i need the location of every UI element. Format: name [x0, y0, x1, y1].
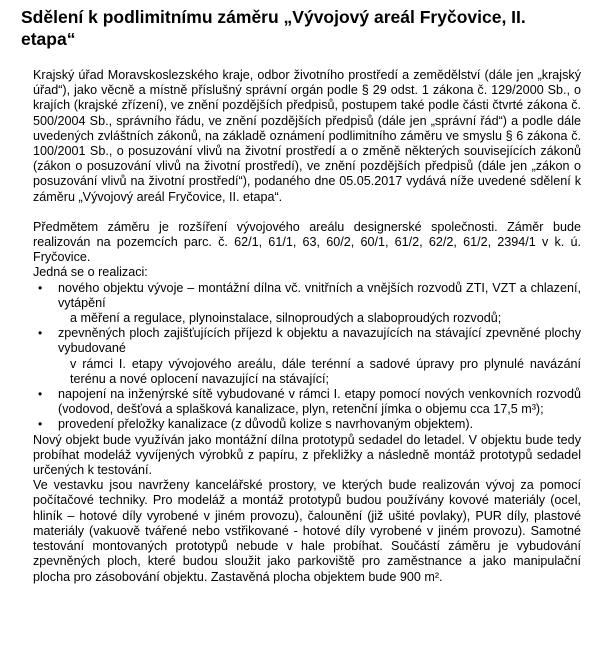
list-item: [33, 417, 581, 432]
realization-intro: Jedná se o realizaci:: [33, 265, 148, 280]
bullet-icon: •: [38, 280, 43, 295]
bullet-icon: •: [38, 387, 43, 402]
list-item: [33, 387, 581, 417]
list-item-text: napojení na inženýrské sítě vybudované v rámci I. etapy pomocí nových venkovních rozvodů (vodovod, dešťová a splašková kanalizace, plyn, retenční jímka o objemu cca 17,5 m³);: [58, 387, 581, 417]
subject-paragraph: Předmětem záměru je rozšíření vývojového areálu designerské společnosti. Záměr bude realizován na pozemcích parc. č. 62/1, 61/1, 63, 60/2, 60/1, 61/2, 62/2, 61/2, 2394/1 v k. ú. Fryčovice.: [33, 219, 581, 265]
intro-paragraph: Krajský úřad Moravskoslezského kraje, odbor životního prostředí a zemědělství (dále jen „krajský úřad“), jako věcně a místně příslušný správní orgán podle § 29 odst. 1 zákona č. 129/2000 Sb., o krajích (krajské zřízení), ve znění pozdějších předpisů, postupem také podle části čtvrté zákona č. 500/2004 Sb., správního řádu, ve znění pozdějších předpisů (dále jen „správní řád“) a podle dále uvedených zvláštních zákonů, na základě oznámení podlimitního záměru ve smyslu § 6 zákona č. 100/2001 Sb., o posuzování vlivů na životní prostředí a o změně některých souvisejících zákonů (zákon o posuzování vlivů na životní prostředí), ve znění pozdějších předpisů (dále jen „zákon o posuzování vlivů na životní prostředí“), podaného dne 05.05.2017 vydává níže uvedené sdělení k záměru „Vývojový areál Fryčovice, II. etapa“.: [33, 68, 581, 204]
spacer: [21, 205, 581, 220]
list-item: [33, 281, 581, 327]
list-item-text: zpevněných ploch zajišťujících příjezd k objektu a navazujících na stávající zpevněné plochy vybudované: [58, 326, 581, 356]
bullet-icon: •: [38, 417, 43, 432]
object-use-paragraph: Nový objekt bude využíván jako montážní dílna prototypů sedadel do letadel. V objektu bude tedy probíhat modeláž vyvíjených výrobků z papíru, z překližky a následně montáž prototypů sedadel určených k testování.: [33, 432, 581, 478]
realization-list: [21, 281, 581, 433]
list-item-subtext: a měření a regulace, plynoinstalace, silnoproudých a slaboproudých rozvodů;: [70, 311, 502, 326]
list-item-text: provedení přeložky kanalizace (z důvodů kolize s navrhovaným objektem).: [58, 417, 474, 432]
document-page: [21, 6, 581, 585]
list-item-subtext: v rámci I. etapy vývojového areálu, dále terénní a sadové úpravy pro plynulé navázání terénu a nové oplocení navazující na stávající;: [70, 356, 581, 386]
list-item-text: nového objektu vývoje – montážní dílna vč. vnitřních a vnějších rozvodů ZTI, VZT a chlazení, vytápění: [58, 280, 581, 310]
list-item: [33, 326, 581, 387]
office-paragraph: Ve vestavku jsou navrženy kancelářské prostory, ve kterých bude realizován vývoj za pomocí počítačové techniky. Pro modeláž a montáž prototypů budou používány kovové materiály (ocel, hliník – hotové díly vyrobené v jiném provozu), čalounění (již ušité povlaky), PUR díly, plastové materiály (vakuově tvářené nebo vstřikované - hotové díly vyrobené v jiném provozu). Samotné testování montovaných prototypů nebude v hale probíhat. Součástí záměru je vybudování zpevněných ploch, které budou sloužit jako parkoviště pro zaměstnance a jako manipulační plocha pro zásobování objektu. Zastavěná plocha objektem bude 900 m².: [33, 478, 581, 584]
document-title: Sdělení k podlimitnímu záměru „Vývojový areál Fryčovice, II. etapa“: [21, 7, 526, 49]
bullet-icon: •: [38, 326, 43, 341]
